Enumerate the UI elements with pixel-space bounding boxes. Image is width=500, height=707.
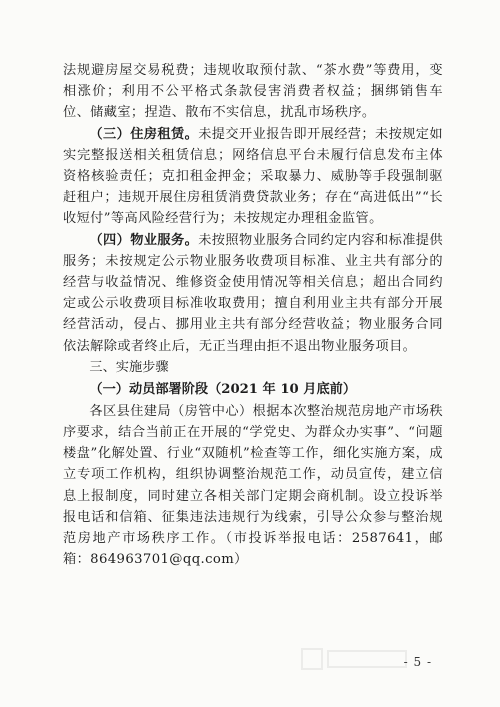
subheading-mobilization-stage: （一）动员部署阶段（2021 年 10 月底前） [89,381,357,397]
section-title-property-service: （四）物业服务。 [89,232,199,248]
section-title-housing-rental: （三）住房租赁。 [89,126,199,142]
page-number: - 5 - [403,655,432,669]
paragraph-property-service [63,230,443,357]
paragraph-mobilization: 各区县住建局（房管中心）根据本次整治规范房地产市场秩序要求，结合当前正在开展的“学党史、为群众办实事”、“问题楼盘”化解处置、行业“双随机”检查等工作，细化实施方案，成立专项工作机构，组织协调整治规范工作，动员宣传，建立信息上报制度，同时建立各相关部门定期会商机制。设立投诉举报电话和信箱、征集违法违规行为线索，引导公众参与整治规范房地产市场秩序工作。（市投诉举报电话：2587641，邮箱：864963701@qq.com） [63,403,443,568]
paragraph-housing-rental [63,124,443,230]
paragraph-continuation: 法规避房屋交易税费；违规收取预付款、“茶水费”等费用，变相涨价；利用不公平格式条款侵害消费者权益；捆绑销售车位、储藏室；捏造、散布不实信息，扰乱市场秩序。 [63,63,443,121]
section-text-property-service: 未按照物业服务合同约定内容和标准提供服务；未按规定公示物业服务收费项目标准、业主共有部分的经营与收益情况、维修资金使用情况等相关信息；超出合同约定或公示收费项目标准收取费用；擅自利用业主共有部分开展经营活动，侵占、挪用业主共有部分经营收益；物业服务合同依法解除或者终止后，无正当理由拒不退出物业服务项目。 [63,232,443,354]
section-text-housing-rental: 未提交开业报告即开展经营；未按规定如实完整报送相关租赁信息；网络信息平台未履行信息发布主体资格核验责任；克扣租金押金；采取暴力、威胁等手段强制驱赶租户；违规开展住房租赁消费贷款业务；存在“高进低出”“长收短付”等高风险经营行为；未按规定办理租金监管。 [63,126,443,227]
watermark-logo-icon [300,645,410,673]
document-body [63,60,443,570]
heading-implementation-steps: 三、实施步骤 [89,359,169,375]
